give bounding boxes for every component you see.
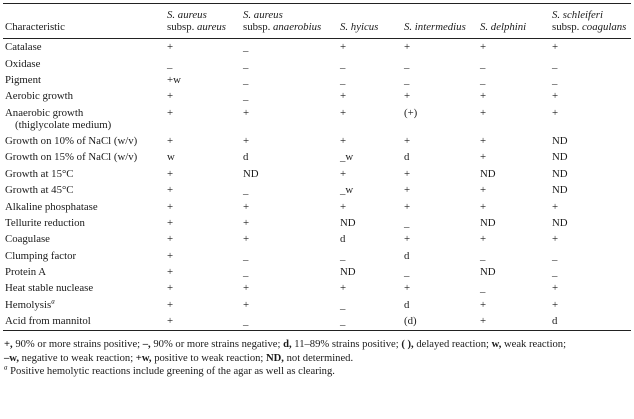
row-value: + <box>340 90 347 103</box>
row-value: + <box>552 41 559 54</box>
header-characteristic: Characteristic <box>3 4 165 39</box>
row-value: + <box>552 282 559 295</box>
row-value: + <box>243 216 250 229</box>
row-value: +w <box>167 73 181 86</box>
row-value: + <box>480 90 487 103</box>
row-value: ND <box>480 266 496 279</box>
row-value: _ <box>243 73 249 86</box>
row-value: d <box>550 313 631 331</box>
row-value: + <box>340 135 347 148</box>
table-body <box>3 39 631 331</box>
row-characteristic: Coagulase <box>5 233 50 246</box>
row-value: ND <box>340 216 356 229</box>
row-value: + <box>243 298 250 311</box>
table-row <box>3 264 631 280</box>
row-value: _ <box>243 249 249 262</box>
table-row <box>3 198 631 214</box>
table-row <box>3 166 631 182</box>
row-value: + <box>165 313 241 331</box>
row-value: + <box>167 298 174 311</box>
row-value: w <box>167 151 175 164</box>
table-row <box>3 313 631 331</box>
row-value: + <box>404 135 411 148</box>
row-value: + <box>243 200 250 213</box>
row-value: _ <box>404 73 410 86</box>
row-value: _ <box>338 313 402 331</box>
row-value: + <box>480 151 487 164</box>
legend-footnote: +, 90% or more strains positive; –, 90% or more strains negative; d, 11–89% strains positive; ( ), delayed reaction; w, weak reaction; –w, negative to weak reaction; +w, positive to weak reaction; ND, not determined. <box>4 339 567 364</box>
table-row <box>3 105 631 133</box>
row-value: + <box>478 313 550 331</box>
row-characteristic: Clumping factor <box>5 249 77 262</box>
row-characteristic: Aerobic growth <box>5 90 74 103</box>
row-value: _ <box>480 57 486 70</box>
row-value: ND <box>480 167 496 180</box>
row-characteristic: Growth on 10% of NaCl (w/v) <box>5 135 138 148</box>
hemolysis-footnote: $^a$ Positive hemolytic reactions include greening of the agar as well as clearing. <box>4 363 335 377</box>
row-value: + <box>552 200 559 213</box>
row-value: _ <box>552 249 558 262</box>
row-value: _ <box>340 73 346 86</box>
table-row <box>3 149 631 165</box>
table-row <box>3 297 631 313</box>
row-value: d <box>243 151 249 164</box>
table-header <box>3 4 631 39</box>
row-characteristic: Alkaline phosphatase <box>5 200 98 213</box>
row-value: d <box>404 151 410 164</box>
table-row <box>3 55 631 71</box>
row-value: + <box>243 282 250 295</box>
row-value: + <box>404 90 411 103</box>
row-value: _ <box>552 57 558 70</box>
row-value: d <box>404 249 410 262</box>
row-value: _ <box>552 266 558 279</box>
row-value: + <box>480 41 487 54</box>
row-value: + <box>243 135 250 148</box>
row-characteristic: Tellurite reduction <box>5 216 85 229</box>
row-value: _ <box>552 73 558 86</box>
row-characteristic: Protein A <box>5 266 47 279</box>
table-row <box>3 39 631 56</box>
row-value: _ <box>243 57 249 70</box>
header-col-5: S. delphini <box>478 4 550 39</box>
row-characteristic: Hemolysis$^a$ <box>5 297 55 311</box>
row-value: + <box>404 41 411 54</box>
row-value: ND <box>480 216 496 229</box>
row-value: + <box>167 135 174 148</box>
row-value: _ <box>241 313 338 331</box>
row-value: _ <box>404 57 410 70</box>
row-value: _ <box>480 73 486 86</box>
header-col-1: S. aureus subsp. aureus <box>165 4 241 39</box>
row-value: + <box>480 233 487 246</box>
row-value: + <box>480 184 487 197</box>
row-value: + <box>167 282 174 295</box>
row-value: + <box>480 106 487 119</box>
row-value: + <box>480 135 487 148</box>
row-characteristic: Catalase <box>5 41 42 54</box>
row-value: + <box>167 184 174 197</box>
row-value: + <box>340 106 347 119</box>
row-characteristic: Growth at 45°C <box>5 184 74 197</box>
row-value: ND <box>340 266 356 279</box>
row-value: _ <box>243 266 249 279</box>
row-characteristic: Heat stable nuclease <box>5 282 94 295</box>
row-value: ND <box>552 216 568 229</box>
row-characteristic: Growth at 15°C <box>5 167 74 180</box>
row-value: _w <box>340 184 354 197</box>
header-col-4: S. intermedius <box>402 4 478 39</box>
row-characteristic: Acid from mannitol <box>3 313 165 331</box>
row-value: (d) <box>402 313 478 331</box>
characteristics-table <box>3 3 631 331</box>
row-value: _ <box>167 57 173 70</box>
row-value: _ <box>340 298 346 311</box>
row-characteristic: Anaerobic growth (thiglycolate medium) <box>5 106 112 131</box>
header-col-3: S. hyicus <box>338 4 402 39</box>
header-col-6: S. schleiferi subsp. coagulans <box>550 4 631 39</box>
row-value: + <box>404 167 411 180</box>
row-value: + <box>404 200 411 213</box>
row-value: + <box>340 282 347 295</box>
header-row <box>3 4 631 39</box>
row-value: _ <box>340 57 346 70</box>
table-row <box>3 215 631 231</box>
row-value: + <box>167 233 174 246</box>
row-value: + <box>167 216 174 229</box>
row-value: _ <box>404 216 410 229</box>
row-value: + <box>340 200 347 213</box>
table-row <box>3 280 631 296</box>
row-value: _ <box>404 266 410 279</box>
row-value: + <box>552 90 559 103</box>
row-value: _ <box>480 249 486 262</box>
row-value: d <box>340 233 346 246</box>
row-value: + <box>340 41 347 54</box>
row-value: + <box>552 233 559 246</box>
row-value: ND <box>552 151 568 164</box>
row-value: + <box>243 233 250 246</box>
row-value: + <box>404 184 411 197</box>
row-value: _ <box>480 282 486 295</box>
table-row <box>3 231 631 247</box>
row-value: + <box>167 167 174 180</box>
row-value: _ <box>243 184 249 197</box>
row-value: ND <box>552 167 568 180</box>
row-value: (+) <box>404 106 418 119</box>
row-value: + <box>167 200 174 213</box>
footnotes <box>3 338 632 378</box>
table-row <box>3 182 631 198</box>
row-value: + <box>167 41 174 54</box>
row-value: ND <box>243 167 259 180</box>
row-value: + <box>167 106 174 119</box>
row-value: + <box>167 249 174 262</box>
row-value: + <box>340 167 347 180</box>
table-row <box>3 133 631 149</box>
row-value: ND <box>552 135 568 148</box>
row-value: _ <box>340 249 346 262</box>
table-row <box>3 72 631 88</box>
table-row <box>3 88 631 104</box>
row-value: + <box>480 298 487 311</box>
row-characteristic: Growth on 15% of NaCl (w/v) <box>5 151 138 164</box>
row-value: + <box>404 233 411 246</box>
header-col-2: S. aureus subsp. anaerobius <box>241 4 338 39</box>
table-row <box>3 248 631 264</box>
row-value: + <box>167 90 174 103</box>
row-value: _w <box>340 151 354 164</box>
row-value: + <box>243 106 250 119</box>
row-value: + <box>552 298 559 311</box>
row-characteristic: Pigment <box>5 73 41 86</box>
row-value: + <box>404 282 411 295</box>
row-value: _ <box>243 90 249 103</box>
row-value: + <box>167 266 174 279</box>
row-value: d <box>404 298 410 311</box>
row-value: _ <box>243 41 249 54</box>
row-value: ND <box>552 184 568 197</box>
row-value: + <box>480 200 487 213</box>
row-characteristic: Oxidase <box>5 57 41 70</box>
row-value: + <box>552 106 559 119</box>
